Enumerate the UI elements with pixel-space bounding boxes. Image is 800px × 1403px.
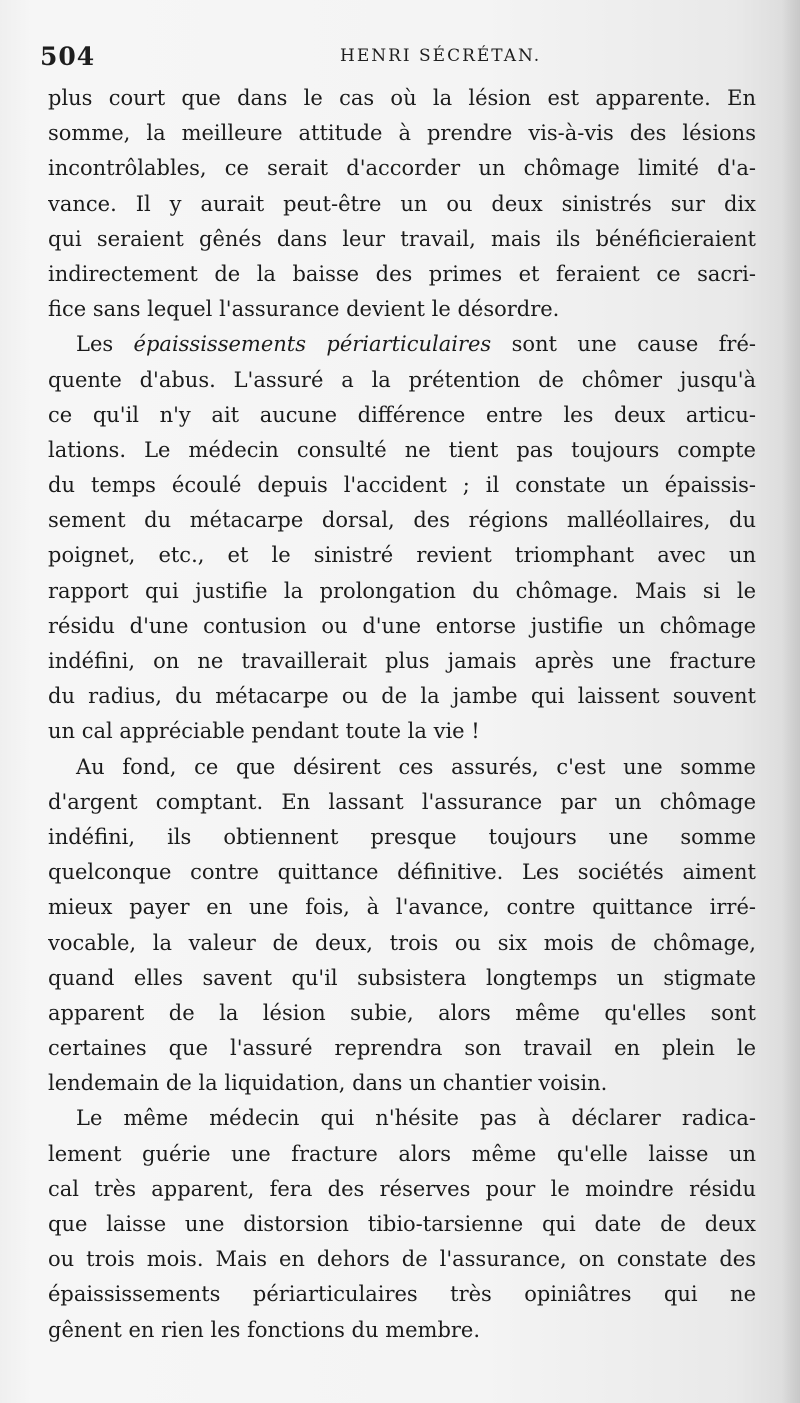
text-line: ce qu'il n'y ait aucune différence entre les deux articu- (48, 402, 756, 427)
text-line: ou trois mois. Mais en dehors de l'assurance, on constate des (48, 1247, 756, 1272)
text-line: mieux payer en une fois, à l'avance, contre quittance irré- (48, 895, 756, 920)
text-line: lendemain de la liquidation, dans un chantier voisin. (48, 1071, 608, 1096)
italic-term: épaississements périarticulaires (133, 332, 492, 357)
page-gutter-shadow (782, 0, 800, 1403)
text-line-first (48, 327, 756, 362)
text-line: rapport qui justifie la prolongation du chômage. Mais si le (48, 578, 756, 603)
text-line: poignet, etc., et le sinistré revient triomphant avec un (48, 543, 756, 568)
text-line: vocable, la valeur de deux, trois ou six mois de chômage, (48, 930, 756, 955)
text-line: un cal appréciable pendant toute la vie ! (48, 719, 480, 744)
text-line: gênent en rien les fonctions du membre. (48, 1317, 481, 1342)
text-line: indéfini, ils obtiennent presque toujours une somme (48, 824, 756, 849)
text-line: fice sans lequel l'assurance devient le désordre. (48, 297, 560, 322)
paragraph-1 (48, 81, 756, 327)
paragraph-3 (48, 750, 756, 1102)
text-line: qui seraient gênés dans leur travail, mais ils bénéficieraient (48, 226, 756, 251)
text-line: quente d'abus. L'assuré a la prétention de chômer jusqu'à (48, 367, 756, 392)
paragraph-4 (48, 1101, 756, 1347)
text-line: quelconque contre quittance définitive. Les sociétés aiment (48, 860, 756, 885)
running-head: HENRI SÉCRÉTAN. (340, 46, 542, 66)
text-line: résidu d'une contusion ou d'une entorse justifie un chômage (48, 613, 756, 638)
text-line: indéfini, on ne travaillerait plus jamais après une fracture (48, 649, 756, 673)
text-line: plus court que dans le cas où la lésion est apparente. En (48, 86, 756, 110)
page-header (40, 40, 760, 76)
text-line: incontrôlables, ce serait d'accorder un chômage limité d'a- (48, 156, 756, 181)
text-line: somme, la meilleure attitude à prendre vis-à-vis des lésions (48, 121, 756, 146)
text-line: d'argent comptant. En lassant l'assurance par un chômage (48, 789, 756, 814)
text-line: lations. Le médecin consulté ne tient pas toujours compte (48, 437, 756, 462)
text-line: lement guérie une fracture alors même qu'elle laisse un (48, 1141, 756, 1166)
text-line: sement du métacarpe dorsal, des régions malléollaires, du (48, 508, 756, 533)
text-run: Les (76, 332, 134, 357)
text-line: du radius, du métacarpe ou de la jambe qui laissent souvent (48, 684, 756, 709)
text-line: indirectement de la baisse des primes et feraient ce sacri- (48, 261, 756, 286)
page-number: 504 (40, 42, 96, 71)
text-line: Le même médecin qui n'hésite pas à déclarer radica- (76, 1106, 756, 1131)
text-line: quand elles savent qu'il subsistera longtemps un stigmate (48, 965, 756, 990)
text-line: du temps écoulé depuis l'accident ; il constate un épaissis- (48, 473, 756, 498)
text-line: que laisse une distorsion tibio-tarsienne qui date de deux (48, 1212, 756, 1236)
text-line: vance. Il y aurait peut-être un ou deux sinistrés sur dix (48, 191, 756, 216)
text-line: apparent de la lésion subie, alors même qu'elles sont (48, 1000, 756, 1025)
text-run: sont une cause fré- (491, 332, 756, 357)
text-line: certaines que l'assuré reprendra son travail en plein le (48, 1036, 756, 1061)
text-line: épaississements périarticulaires très opiniâtres qui ne (48, 1282, 756, 1307)
paragraph-2 (48, 327, 756, 749)
body-text (48, 81, 756, 1348)
text-line: Au fond, ce que désirent ces assurés, c'est une somme (76, 754, 756, 779)
text-line: cal très apparent, fera des réserves pour le moindre résidu (48, 1176, 756, 1201)
